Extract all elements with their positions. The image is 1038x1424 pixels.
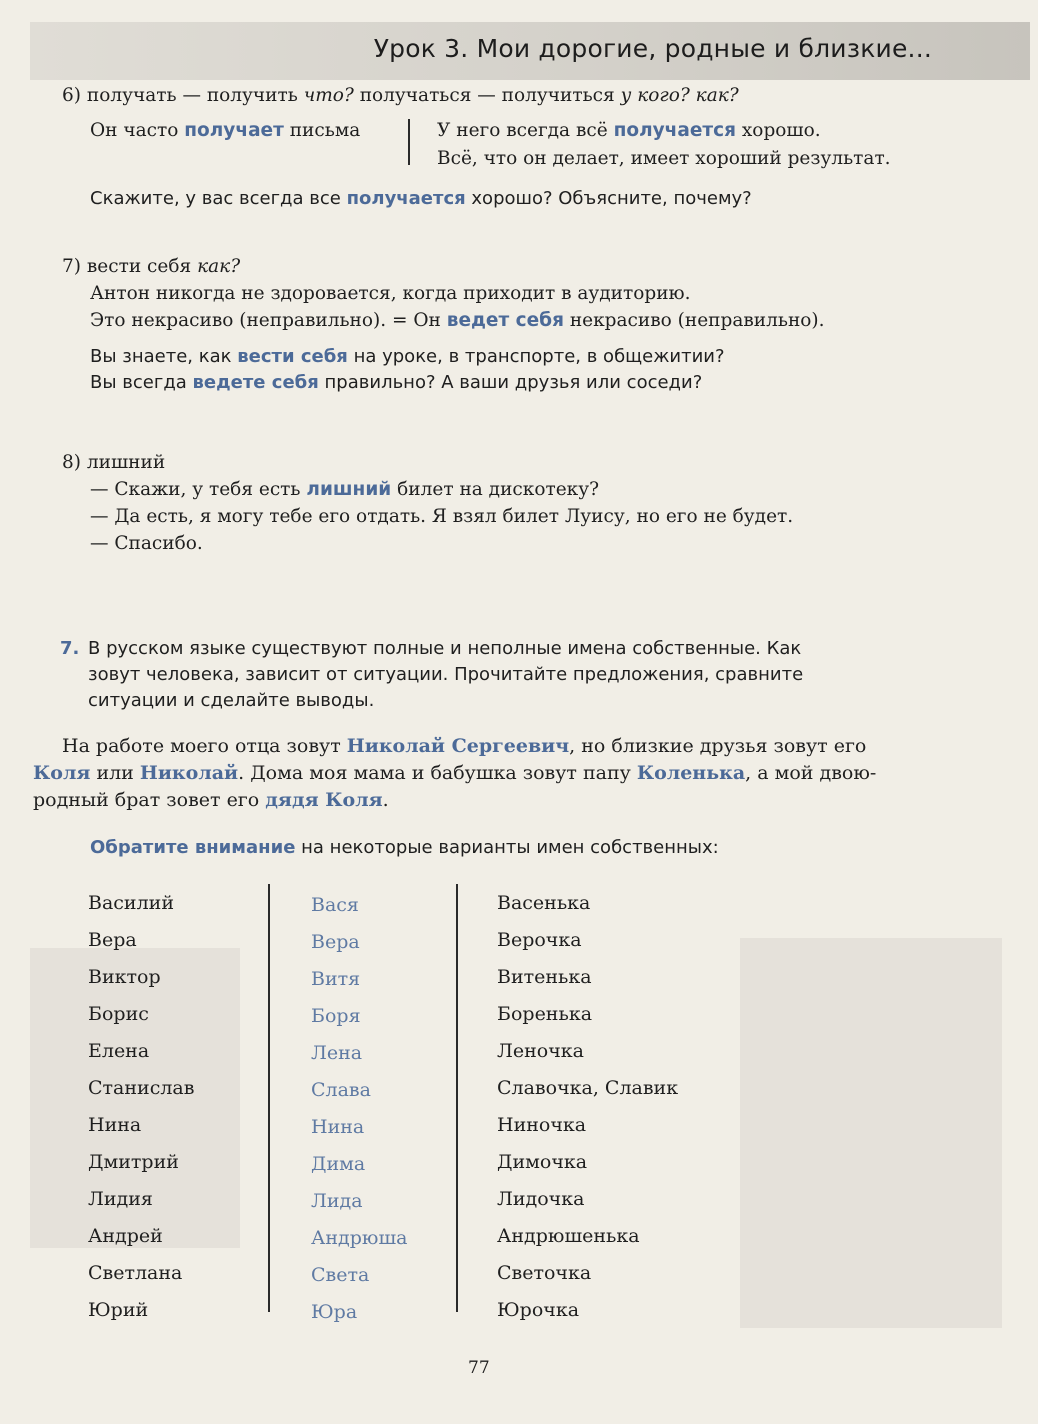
names-divider-1	[268, 884, 270, 1312]
name-short: Лида	[311, 1190, 363, 1212]
item8-dialog-1: — Скажи, у тебя есть лишний билет на дискотеку?	[90, 479, 600, 500]
story-line-1: На работе моего отца зовут Николай Сергеевич, но близкие друзья зовут его	[62, 735, 867, 757]
item6-right-example-1: У него всегда всё получается хорошо.	[437, 120, 821, 141]
name-full: Василий	[88, 892, 174, 914]
name-full: Вера	[88, 929, 137, 951]
item6-heading: 6) получать — получить что? получаться — получиться у кого? как?	[62, 85, 739, 106]
name-diminutive: Боренька	[497, 1003, 593, 1025]
lesson-title: Урок 3. Мои дорогие, родные и близкие...	[373, 34, 932, 63]
name-diminutive: Витенька	[497, 966, 592, 988]
name-short: Андрюша	[311, 1227, 408, 1249]
story-line-2: Коля или Николай. Дома моя мама и бабушка зовут папу Коленька, а мой двою-	[33, 762, 877, 784]
item8-dialog-3: — Спасибо.	[90, 533, 203, 554]
item7-line-1: Антон никогда не здоровается, когда приходит в аудиторию.	[90, 283, 691, 304]
page-number: 77	[468, 1358, 490, 1378]
name-short: Боря	[311, 1005, 361, 1027]
item6-divider	[408, 119, 410, 165]
exercise7-line-2: зовут человека, зависит от ситуации. Прочитайте предложения, сравните	[88, 664, 804, 685]
exercise7-number: 7.	[60, 638, 80, 659]
name-short: Вера	[311, 931, 360, 953]
name-full: Дмитрий	[88, 1151, 179, 1173]
name-diminutive: Васенька	[497, 892, 591, 914]
name-short: Лена	[311, 1042, 363, 1064]
name-diminutive: Лидочка	[497, 1188, 585, 1210]
name-diminutive: Ниночка	[497, 1114, 587, 1136]
name-diminutive: Верочка	[497, 929, 582, 951]
name-full: Лидия	[88, 1188, 153, 1210]
names-column-diminutive	[497, 885, 678, 1329]
name-short: Витя	[311, 968, 361, 990]
name-full: Андрей	[88, 1225, 163, 1247]
names-divider-2	[456, 884, 458, 1312]
background-panel-right	[740, 938, 1002, 1328]
attention-line: Обратите внимание на некоторые варианты имен собственных:	[90, 837, 719, 858]
item6-question: Скажите, у вас всегда все получается хорошо? Объясните, почему?	[90, 188, 752, 209]
name-full: Нина	[88, 1114, 142, 1136]
exercise7-line-3: ситуации и сделайте выводы.	[88, 690, 375, 711]
item6-right-example-2: Всё, что он делает, имеет хороший результат.	[437, 148, 891, 169]
name-short: Вася	[311, 894, 359, 916]
item6-left-example: Он часто получает письма	[90, 120, 361, 141]
name-full: Виктор	[88, 966, 161, 988]
name-full: Юрий	[88, 1299, 149, 1321]
name-full: Станислав	[88, 1077, 195, 1099]
names-column-short	[311, 887, 407, 1331]
item7-line-2: Это некрасиво (неправильно). = Он ведет себя некрасиво (неправильно).	[90, 310, 825, 331]
name-short: Света	[311, 1264, 370, 1286]
name-diminutive: Димочка	[497, 1151, 588, 1173]
name-short: Слава	[311, 1079, 371, 1101]
name-diminutive: Светочка	[497, 1262, 592, 1284]
name-full: Борис	[88, 1003, 149, 1025]
item7-heading: 7) вести себя как?	[62, 256, 241, 277]
name-diminutive: Андрюшенька	[497, 1225, 640, 1247]
item8-dialog-2: — Да есть, я могу тебе его отдать. Я взял билет Луису, но его не будет.	[90, 506, 794, 527]
item8-heading: 8) лишний	[62, 452, 166, 473]
name-diminutive: Леночка	[497, 1040, 584, 1062]
name-diminutive: Юрочка	[497, 1299, 580, 1321]
story-line-3: родный брат зовет его дядя Коля.	[33, 789, 389, 811]
exercise7-line-1: В русском языке существуют полные и неполные имена собственные. Как	[88, 638, 802, 659]
names-column-full	[88, 885, 194, 1329]
name-short: Дима	[311, 1153, 366, 1175]
name-diminutive: Славочка, Славик	[497, 1077, 679, 1099]
name-full: Елена	[88, 1040, 150, 1062]
name-short: Нина	[311, 1116, 365, 1138]
name-full: Светлана	[88, 1262, 183, 1284]
item7-question-1: Вы знаете, как вести себя на уроке, в транспорте, в общежитии?	[90, 346, 725, 367]
item7-question-2: Вы всегда ведете себя правильно? А ваши друзья или соседи?	[90, 372, 703, 393]
name-short: Юра	[311, 1301, 358, 1323]
